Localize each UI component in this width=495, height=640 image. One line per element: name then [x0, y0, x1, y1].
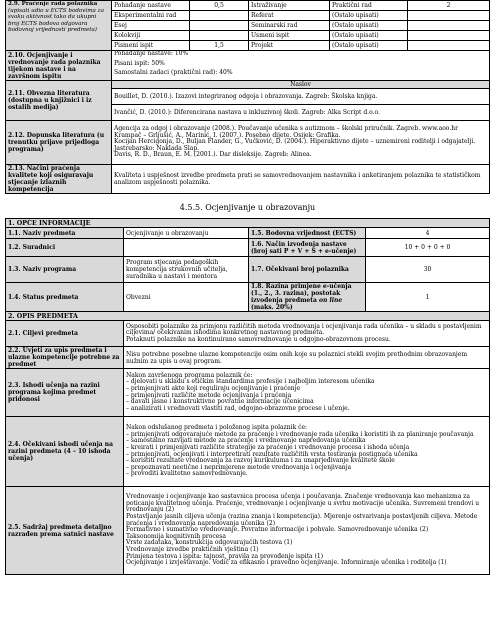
- program-name-value: Program stjecanja pedagoških kompetencija strukovnih učitelja, suradnika u nastavi i mentora: [124, 257, 249, 283]
- program-outcomes-value: Nakon završenoga programa polaznik će: – djelovati u skladu s etičkim standardima profesije i najboljim interesom učenika – primjenjivati akte koji reguliraju ocjenjivanje i praćenje – primjenjivati različite metode ocjenjivanja i praćenja – davati jasne i konstruktivne povratne informacije učenicima – analizirati i vrednovati vlastiti rad, odgojno-obrazovne procese i učenje.: [124, 369, 490, 417]
- activity-name: Istraživanje: [249, 1, 330, 11]
- activity-name: (Ostalo upisati): [330, 41, 408, 51]
- elearning-level-value: 1: [366, 283, 490, 312]
- section-title: 4.5.5. Ocjenjivanje u obrazovanju: [179, 203, 316, 212]
- supplementary-literature: Agencija za odgoj i obrazovanje (2008.). Poučavanje učenika s autizmom – školski priručnik. Zagreb. www.aoo.hr Krampač – Grljušić, A., Marinić, I. (2007.). Posebno dijete. Osijek: Grafika. Kocijan Hercigonja, D., Buljan Flander, G., Vučković, D. (2004.). Hiperaktivno dijete – uznemireni roditelji i odgajatelji. Jastrebarsko: Naklada Slap. Davis, R. D., Braun, E. M. (2001.). Dar disleksije. Zagreb: Alinea.: [112, 121, 490, 165]
- row-2-13-label: 2.13. Načini praćenja kvalitete koji osiguravaju stjecanje izlaznih kompetencija: [6, 165, 112, 194]
- ects-value: 4: [366, 228, 490, 239]
- activity-name: Kolokviji: [112, 31, 190, 41]
- general-info-header: 1. OPĆE INFORMACIJE: [6, 219, 490, 228]
- course-outcomes-value: Nakon odslušanog predmeta i položenog ispita polaznik će: – primjenjivati odgovarajuće metode za praćenje i vrednovanje rada učenika i koristiti ih za planiranje poučavanja – samostalno razvijati metode za praćenje i vrednovanje napredovanja učenika – kreirati i primjenjivati različite strategije za praćenje i vrednovanje procesa i ishoda učenja – primjenjivati, ocjenjivati i interpretirati rezultate različitih vrsta testiranja postignuća učenika – koristiti rezultate vrednovanja za razvoj kurikuluma i za unaprjeđivanje kvalitete škole – prepoznavati neetične i neprimjerene metode vrednovanja i ocjenjivanja – provoditi kvalitetno samovrednovanje.: [124, 417, 490, 487]
- activity-name: Referat: [249, 11, 330, 21]
- associates-label: 1.2. Suradnici: [6, 239, 124, 257]
- course-goals-value: Osposobiti polaznike za primjenu različitih metoda vrednovanja i ocjenjivanja rada učenika – u skladu s postavljenim ciljevima/ očekivanim ishodima konkretnog nastavnog predmeta. Potaknuti polaznike na kontinuirano samovrednovanje u odgojno-obrazovnom procesu.: [124, 321, 490, 347]
- course-goals-label: 2.1. Ciljevi predmeta: [6, 321, 124, 347]
- activity-name: Pohađanje nastave: [112, 1, 190, 11]
- literature-item: Ivančić, D. (2010.): Diferencirana nastava u inkluzivnoj školi. Zagreb: Alka Script d.o.o.: [112, 105, 490, 121]
- literature-item: Bouillet, D. (2010.). Izazovi integriranog odgoja i obrazovanja. Zagreb: Školska knjiga.: [112, 89, 490, 105]
- activity-ects: [408, 21, 490, 31]
- course-name-value: Ocjenjivanje u obrazovanju: [124, 228, 249, 239]
- grading-breakdown: Pohađanje nastave: 10% Pisani ispit: 50% Samostalni zadaci (praktični rad): 40%: [112, 51, 490, 81]
- activity-name: (Ostalo upisati): [330, 31, 408, 41]
- expected-students-label: 1.7. Očekivani broj polaznika: [249, 257, 366, 283]
- activity-name: Seminarski rad: [249, 21, 330, 31]
- course-content-label: 2.5. Sadržaj predmeta detaljno razrađen prema satnici nastave: [6, 487, 124, 575]
- program-outcomes-label: 2.3. Ishodi učenja na razini programa kojima predmet pridonosi: [6, 369, 124, 417]
- activity-ects: [190, 11, 249, 21]
- activity-ects: 1,5: [190, 41, 249, 51]
- row-2-11-label: 2.11. Obvezna literatura (dostupna u knjižnici i iz ostalih medija): [6, 81, 112, 121]
- activity-ects: 2: [408, 1, 490, 11]
- quality-monitoring: Kvaliteta i uspješnost izvedbe predmeta prati se samovrednovanjem nastavnika i anketiranjem polaznika te statističkom analizom uspješnosti polaznika.: [112, 165, 490, 194]
- teaching-mode-label: 1.6. Način izvođenja nastave (broj sati P + V + S + e-učenje): [249, 239, 366, 257]
- activity-name: Usmeni ispit: [249, 31, 330, 41]
- activity-name: (Ostalo upisati): [330, 21, 408, 31]
- teaching-mode-value: 10 + 0 + 0 + 0: [366, 239, 490, 257]
- activity-ects: 0,5: [190, 1, 249, 11]
- row-2-9-label: 2.9. Praćenje rada polaznika (upisati udio u ECTS bodovima za svaku aktivnost tako da ukupni broj ECTS bodova odgovara bodovnoj vrijednosti predmeta): [6, 1, 112, 51]
- course-description-header: 2. OPIS PREDMETA: [6, 312, 490, 321]
- row-2-10-label: 2.10. Ocjenjivanje i vrednovanje rada polaznika tijekom nastave i na završnom ispitu: [6, 51, 112, 81]
- row-2-12-label: 2.12. Dopunska literatura (u trenutku prijave prijedloga programa): [6, 121, 112, 165]
- activity-ects: [190, 21, 249, 31]
- course-outcomes-label: 2.4. Očekivani ishodi učenja na razini predmeta (4 – 10 ishoda učenja): [6, 417, 124, 487]
- course-table-assessment: [5, 218, 490, 575]
- entry-requirements-label: 2.2. Uvjeti za upis predmeta i ulazne kompetencije potrebne za predmet: [6, 347, 124, 369]
- activity-name: (Ostalo upisati): [330, 11, 408, 21]
- activity-name: Eksperimentalni rad: [112, 11, 190, 21]
- activity-ects: [408, 31, 490, 41]
- activity-name: Pismeni ispit: [112, 41, 190, 51]
- entry-requirements-value: Nisu potrebne posebne ulazne kompetencije osim onih koje su polaznici stekli svojim prethodnim obrazovanjem nužnim za upis u ovaj program.: [124, 347, 490, 369]
- course-status-label: 1.4. Status predmeta: [6, 283, 124, 312]
- activity-name: Esej: [112, 21, 190, 31]
- activity-ects: [408, 41, 490, 51]
- associates-value: [124, 239, 249, 257]
- expected-students-value: 30: [366, 257, 490, 283]
- elearning-level-label: 1.8. Razina primjene e-učenja (1., 2., 3. razina), postotak izvođenja predmeta on line (maks. 20%): [249, 283, 366, 312]
- program-name-label: 1.3. Naziv programa: [6, 257, 124, 283]
- activity-name: Praktični rad: [330, 1, 408, 11]
- course-content-value: Vrednovanje i ocjenjivanje kao sastavnica procesa učenja i poučavanja. Značenje vrednovanja kao mehanizma za poticanje kvalitetnog učenja. Praćenje, vrednovanje i ocjenjivanje u svrhu motivacije učenika. Suvremeni trendovi u vrednovanju (2) Postavljanje jasnih ciljeva učenja (razina znanja i kompetencija). Mjerenje ostvarivanja postavljenih ciljeva. Metode praćenja i vrednovanja napredovanja učenika (2) Formativno i sumativno vrednovanje. Povratne informacije i pohvale. Samovrednovanje učenika (2) Taksonomija kognitivnih procesa Vrste zadataka, konstrukcija odgovarajućih testova (1) Vrednovanje izvedbe praktičnih vještina (1) Primjena testova i ispita: tajnost, pravila za provođenje ispita (1) Ocjenjivanje i izvještavanje. Vodič za efikasno i pravedno ocjenjivanje. Informiranje učenika i roditelja (1): [124, 487, 490, 575]
- course-name-label: 1.1. Naziv predmeta: [6, 228, 124, 239]
- ects-label: 1.5. Bodovna vrijednost (ECTS): [249, 228, 366, 239]
- activity-name: Projekt: [249, 41, 330, 51]
- course-table-continuation: [5, 0, 490, 194]
- activity-ects: [190, 31, 249, 41]
- course-status-value: Obvezni: [124, 283, 249, 312]
- activity-ects: [408, 11, 490, 21]
- literature-title-header: Naslov: [112, 81, 490, 89]
